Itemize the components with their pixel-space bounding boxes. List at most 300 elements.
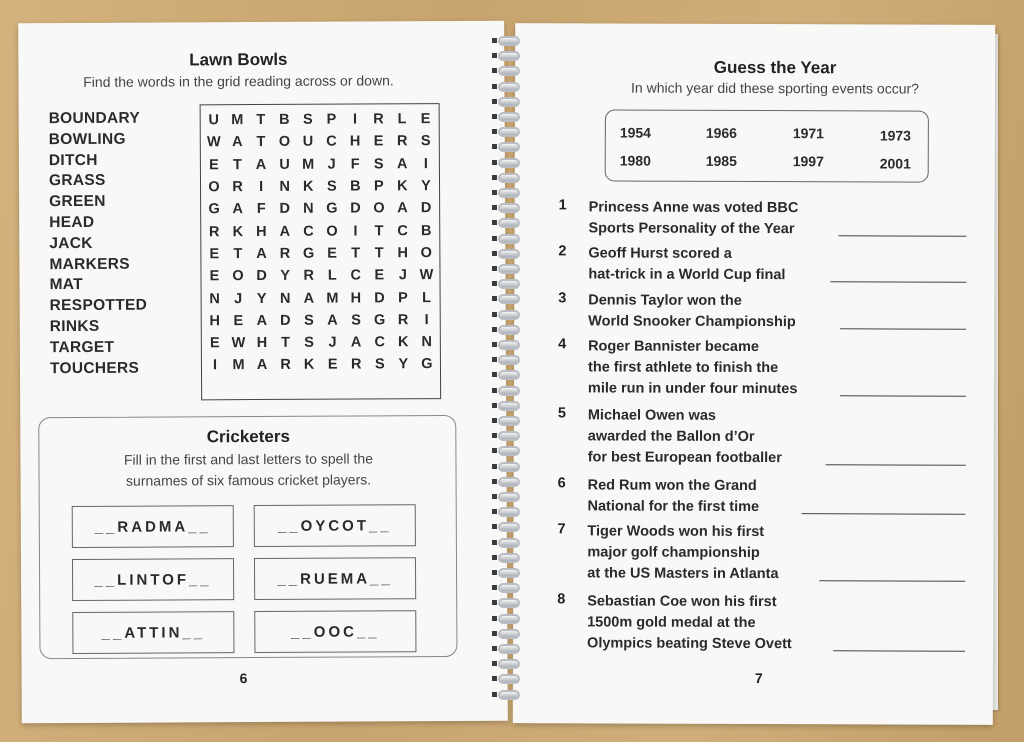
punch-hole <box>492 372 497 377</box>
grid-letter: D <box>279 201 291 218</box>
answer-line[interactable] <box>819 580 965 582</box>
grid-letter: B <box>279 111 290 129</box>
question-text <box>587 521 778 585</box>
grid-letter: T <box>232 156 242 173</box>
word-item: JACK <box>49 234 93 252</box>
punch-hole <box>492 266 497 271</box>
question-line: awarded the Ballon d’Or <box>587 428 755 446</box>
punch-hole <box>492 175 497 180</box>
question-line: major golf championship <box>587 544 760 562</box>
grid-letter: L <box>397 111 407 128</box>
spiral-coil <box>498 279 520 289</box>
question-line: Princess Anne was voted BBC <box>588 199 799 217</box>
grid-letter: H <box>256 335 268 352</box>
punch-hole <box>492 84 497 89</box>
grid-letter: I <box>352 111 358 128</box>
grid-letter: S <box>304 312 314 329</box>
grid-letter: E <box>209 335 220 352</box>
grid-letter: T <box>233 246 243 263</box>
word-list <box>49 108 190 379</box>
spiral-coil <box>498 340 520 350</box>
grid-letter: R <box>397 312 409 329</box>
grid-row <box>206 309 436 333</box>
question-number: 3 <box>558 290 567 307</box>
question-item <box>558 336 968 403</box>
spiral-coil <box>498 401 520 411</box>
spiral-coil <box>498 629 520 639</box>
grid-letter: T <box>281 334 290 352</box>
question-number: 4 <box>558 336 567 353</box>
grid-letter: S <box>373 156 384 173</box>
grid-letter: R <box>373 111 384 128</box>
question-line: Roger Bannister became <box>588 338 759 356</box>
spiral-coil <box>498 355 520 365</box>
grid-letter: P <box>326 111 337 128</box>
punch-hole <box>492 144 497 149</box>
grid-letter: S <box>304 334 314 351</box>
question-line: Dennis Taylor won the <box>588 292 742 309</box>
word-item: MAT <box>49 276 83 294</box>
year-option: 1980 <box>619 152 651 169</box>
grid-letter: O <box>326 223 338 240</box>
spiral-coil <box>498 644 520 654</box>
grid-letter: K <box>302 178 314 195</box>
question-number: 7 <box>557 521 566 538</box>
question-text <box>587 591 792 655</box>
grid-letter: R <box>280 357 291 374</box>
spiral-coil <box>498 173 520 183</box>
spiral-coil <box>498 51 520 61</box>
question-text <box>588 290 796 333</box>
question-line: Sports Personality of the Year <box>588 220 795 238</box>
grid-letter: O <box>278 134 291 151</box>
grid-letter: K <box>232 223 244 240</box>
spiral-coil <box>498 310 520 320</box>
grid-letter: I <box>353 223 358 240</box>
cricketer-clue-box: __LINTOF__ <box>72 558 234 601</box>
punch-hole <box>492 509 497 514</box>
grid-letter: G <box>421 356 433 373</box>
punch-hole <box>492 616 497 621</box>
page-number: 7 <box>754 670 763 687</box>
grid-letter: G <box>326 200 338 217</box>
grid-letter: D <box>420 200 432 217</box>
grid-letter: K <box>303 357 315 374</box>
punch-hole <box>492 570 497 575</box>
question-line: Geoff Hurst scored a <box>588 245 732 262</box>
question-line: at the US Masters in Atlanta <box>587 565 779 583</box>
question-line: hat-trick in a World Cup final <box>588 266 786 284</box>
grid-letter: T <box>374 222 384 240</box>
punch-hole <box>492 600 497 605</box>
cricketers-title: Cricketers <box>206 426 290 447</box>
grid-letter: E <box>327 245 337 262</box>
word-item: GRASS <box>48 172 106 190</box>
spiral-coil <box>498 492 520 502</box>
spiral-coil <box>498 553 520 563</box>
year-option: 1985 <box>705 152 737 169</box>
punch-hole <box>492 281 497 286</box>
quiz-title: Guess the Year <box>713 57 837 78</box>
grid-letter: E <box>327 357 338 374</box>
grid-letter: S <box>374 356 385 373</box>
punch-hole <box>492 479 497 484</box>
grid-letter: N <box>279 178 290 195</box>
spiral-coil <box>498 522 520 532</box>
year-option: 1997 <box>792 153 824 170</box>
grid-letter: A <box>350 334 362 351</box>
punch-hole <box>492 585 497 590</box>
punch-hole <box>492 692 497 697</box>
right-page <box>513 23 995 725</box>
grid-letter: S <box>326 178 337 195</box>
grid-letter: H <box>397 245 409 262</box>
spiral-coil <box>498 674 520 684</box>
word-item: HEAD <box>49 213 95 232</box>
grid-letter: A <box>232 201 243 218</box>
grid-letter: A <box>397 200 408 217</box>
grid-letter: R <box>279 245 291 262</box>
punch-hole <box>492 99 497 104</box>
grid-letter: O <box>420 245 432 262</box>
spiral-coil <box>498 583 520 593</box>
wordsearch-instruction: Find the words in the grid reading across or down. <box>83 72 394 90</box>
punch-hole <box>492 312 497 317</box>
grid-letter: H <box>209 313 221 330</box>
spiral-coil <box>498 462 520 472</box>
spiral-coil <box>498 158 520 168</box>
question-line: the first athlete to finish the <box>587 359 779 377</box>
grid-letter: E <box>420 111 431 128</box>
grid-letter: B <box>420 222 432 239</box>
grid-letter: D <box>350 200 361 217</box>
spiral-coil <box>498 188 520 198</box>
grid-letter: P <box>398 289 408 306</box>
cricketers-instruction-line2: surnames of six famous cricket players. <box>125 471 372 489</box>
spiral-coil <box>498 97 520 107</box>
spiral-coil <box>498 112 520 122</box>
grid-letter: W <box>206 134 221 151</box>
question-line: World Snooker Championship <box>588 313 796 331</box>
cricketer-clue-box: __OOC__ <box>254 610 416 653</box>
grid-letter: S <box>302 111 313 128</box>
grid-letter: U <box>279 156 290 173</box>
question-item <box>558 405 968 472</box>
punch-hole <box>492 388 497 393</box>
grid-row <box>206 286 436 310</box>
question-number: 8 <box>557 591 566 608</box>
cricketer-clue-box: __ATTIN__ <box>72 611 234 654</box>
spiral-coil <box>498 690 520 700</box>
spiral-coil <box>498 36 520 46</box>
grid-row <box>205 220 435 244</box>
year-option: 2001 <box>879 155 911 172</box>
spiral-coil <box>498 66 520 76</box>
punch-hole <box>492 129 497 134</box>
spiral-coil <box>498 370 520 380</box>
grid-letter: P <box>373 178 384 195</box>
spiral-coil <box>498 431 520 441</box>
grid-letter: N <box>209 290 220 307</box>
year-option: 1973 <box>879 127 912 144</box>
grid-letter: U <box>302 134 314 151</box>
answer-line[interactable] <box>838 235 966 236</box>
grid-letter: T <box>256 112 266 129</box>
grid-letter: E <box>209 246 220 263</box>
wordsearch-grid <box>200 103 442 400</box>
spiral-coil <box>498 218 520 228</box>
question-line: Sebastian Coe won his first <box>587 593 777 611</box>
punch-hole <box>492 661 497 666</box>
word-item: BOUNDARY <box>48 109 141 128</box>
spiral-coil <box>498 568 520 578</box>
question-number: 6 <box>557 475 566 492</box>
grid-letter: R <box>232 179 243 196</box>
grid-letter: G <box>302 245 315 262</box>
grid-letter: T <box>374 245 384 262</box>
spiral-coil <box>498 142 520 152</box>
question-line: Red Rum won the Grand <box>587 477 757 495</box>
grid-letter: C <box>397 222 408 239</box>
grid-letter: J <box>234 290 243 307</box>
question-text <box>588 405 782 469</box>
spiral-binding <box>488 30 528 720</box>
punch-hole <box>492 205 497 210</box>
punch-hole <box>492 433 497 438</box>
question-item <box>557 591 967 658</box>
grid-row <box>205 197 435 221</box>
year-option: 1971 <box>792 125 825 142</box>
grid-letter: R <box>303 267 314 285</box>
grid-letter: H <box>350 290 362 307</box>
grid-letter: F <box>256 201 266 218</box>
grid-letter: E <box>209 156 219 174</box>
question-item <box>558 290 968 335</box>
spiral-coil <box>498 538 520 548</box>
answer-line[interactable] <box>840 395 966 396</box>
spiral-coil <box>498 507 520 517</box>
grid-row <box>205 175 435 199</box>
grid-letter: N <box>421 334 433 351</box>
grid-letter: J <box>327 156 336 173</box>
question-number: 5 <box>557 405 566 422</box>
grid-row <box>206 353 436 377</box>
punch-hole <box>492 220 497 225</box>
grid-letter: M <box>326 290 339 307</box>
grid-letter: K <box>397 334 409 351</box>
spiral-coil <box>498 325 520 335</box>
punch-hole <box>492 676 497 681</box>
word-item: DITCH <box>48 151 98 169</box>
grid-letter: A <box>256 245 267 262</box>
punch-hole <box>492 403 497 408</box>
grid-letter: C <box>350 267 362 284</box>
grid-letter: S <box>420 133 431 150</box>
grid-letter: A <box>256 357 268 374</box>
word-item: GREEN <box>49 193 106 211</box>
grid-row <box>205 153 435 177</box>
word-item: TARGET <box>49 338 115 356</box>
punch-hole <box>492 342 497 347</box>
question-line: 1500m gold medal at the <box>587 614 756 632</box>
spiral-coil <box>498 659 520 669</box>
punch-hole <box>492 418 497 423</box>
grid-row <box>205 264 435 288</box>
grid-letter: W <box>419 267 434 284</box>
punch-hole <box>492 524 497 529</box>
grid-letter: R <box>208 223 220 240</box>
grid-letter: G <box>208 201 220 218</box>
grid-letter: T <box>256 134 266 151</box>
word-item: MARKERS <box>49 255 130 273</box>
year-option: 1954 <box>619 124 652 141</box>
grid-letter: K <box>397 178 408 195</box>
quiz-instruction: In which year did these sporting events occur? <box>631 79 919 97</box>
grid-letter: O <box>373 200 385 217</box>
cricketers-instruction-line1: Fill in the first and last letters to spell the <box>123 450 373 468</box>
grid-letter: E <box>233 312 244 329</box>
spiral-coil <box>498 386 520 396</box>
page-number: 6 <box>239 670 248 687</box>
grid-letter: A <box>232 134 243 151</box>
grid-letter: Y <box>421 178 431 195</box>
grid-letter: C <box>303 223 314 240</box>
grid-letter: N <box>303 201 314 218</box>
grid-letter: I <box>259 179 264 196</box>
question-text <box>588 336 798 400</box>
grid-letter: T <box>351 245 361 262</box>
word-item: RESPOTTED <box>49 296 148 315</box>
grid-letter: A <box>279 223 291 240</box>
question-item <box>558 243 968 288</box>
grid-row <box>205 242 435 266</box>
word-item: BOWLING <box>48 130 126 148</box>
grid-row <box>206 331 436 355</box>
grid-letter: W <box>231 335 246 352</box>
spiral-coil <box>498 446 520 456</box>
answer-line[interactable] <box>840 328 966 329</box>
punch-hole <box>492 555 497 560</box>
question-line: Michael Owen was <box>587 407 717 424</box>
spiral-coil <box>498 203 520 213</box>
grid-letter: N <box>279 290 291 307</box>
grid-letter: O <box>232 268 244 285</box>
grid-letter: E <box>374 267 385 284</box>
grid-letter: I <box>212 357 218 374</box>
wordsearch-title: Lawn Bowls <box>189 49 288 70</box>
grid-row <box>205 108 435 132</box>
word-item: TOUCHERS <box>49 359 140 377</box>
grid-letter: O <box>208 179 220 196</box>
grid-letter: A <box>255 156 267 173</box>
punch-hole <box>492 38 497 43</box>
grid-letter: Y <box>280 268 291 285</box>
punch-hole <box>492 296 497 301</box>
grid-letter: H <box>256 223 267 240</box>
punch-hole <box>492 494 497 499</box>
question-number: 1 <box>558 197 567 214</box>
punch-hole <box>492 114 497 119</box>
punch-hole <box>492 631 497 636</box>
grid-letter: S <box>351 312 361 329</box>
cricketers-box <box>38 415 457 659</box>
spiral-coil <box>498 614 520 624</box>
grid-letter: A <box>396 155 408 173</box>
punch-hole <box>492 540 497 545</box>
answer-line[interactable] <box>826 464 966 465</box>
grid-letter: C <box>374 334 385 351</box>
spiral-coil <box>498 82 520 92</box>
grid-letter: A <box>327 312 338 329</box>
question-line: mile run in under four minutes <box>587 380 798 398</box>
punch-hole <box>492 53 497 58</box>
punch-hole <box>492 646 497 651</box>
spiral-coil <box>498 264 520 274</box>
question-line: for best European footballer <box>587 449 782 467</box>
grid-letter: L <box>422 289 431 306</box>
question-text <box>588 197 798 240</box>
grid-letter: G <box>373 312 386 329</box>
grid-letter: A <box>303 290 315 307</box>
spiral-coil <box>498 127 520 137</box>
punch-hole <box>492 190 497 195</box>
grid-letter: H <box>349 133 361 150</box>
left-page <box>18 21 508 724</box>
punch-hole <box>492 236 497 241</box>
grid-letter: D <box>374 289 385 306</box>
grid-letter: I <box>424 311 429 328</box>
word-item: RINKS <box>49 317 100 336</box>
cricketer-clue-box: __OYCOT__ <box>254 504 416 547</box>
grid-letter: U <box>208 112 219 129</box>
punch-hole <box>492 160 497 165</box>
answer-line[interactable] <box>830 281 966 282</box>
punch-hole <box>492 68 497 73</box>
grid-letter: E <box>209 268 220 285</box>
punch-hole <box>492 327 497 332</box>
year-option: 1966 <box>705 124 738 141</box>
grid-letter: A <box>256 312 268 329</box>
question-number: 2 <box>558 243 567 260</box>
grid-row <box>205 130 435 154</box>
years-box <box>605 109 929 182</box>
grid-letter: B <box>350 178 361 195</box>
answer-line[interactable] <box>833 650 965 651</box>
question-item <box>558 197 968 242</box>
cricketer-clue-box: __RUEMA__ <box>254 557 416 600</box>
punch-hole <box>492 357 497 362</box>
question-text <box>587 475 759 518</box>
grid-letter: E <box>373 133 384 150</box>
grid-letter: R <box>396 133 408 150</box>
question-text <box>588 243 785 286</box>
grid-letter: D <box>256 268 267 285</box>
grid-letter: M <box>231 112 244 129</box>
spiral-coil <box>498 598 520 608</box>
grid-letter: Y <box>256 290 267 307</box>
punch-hole <box>492 251 497 256</box>
question-item <box>557 475 967 520</box>
question-line: Tiger Woods won his first <box>587 523 765 541</box>
spiral-coil <box>498 234 520 244</box>
grid-letter: F <box>350 156 360 173</box>
spiral-coil <box>498 477 520 487</box>
grid-letter: J <box>398 267 407 284</box>
grid-letter: M <box>302 156 315 173</box>
grid-letter: J <box>328 334 337 351</box>
punch-hole <box>492 448 497 453</box>
answer-line[interactable] <box>802 513 966 515</box>
